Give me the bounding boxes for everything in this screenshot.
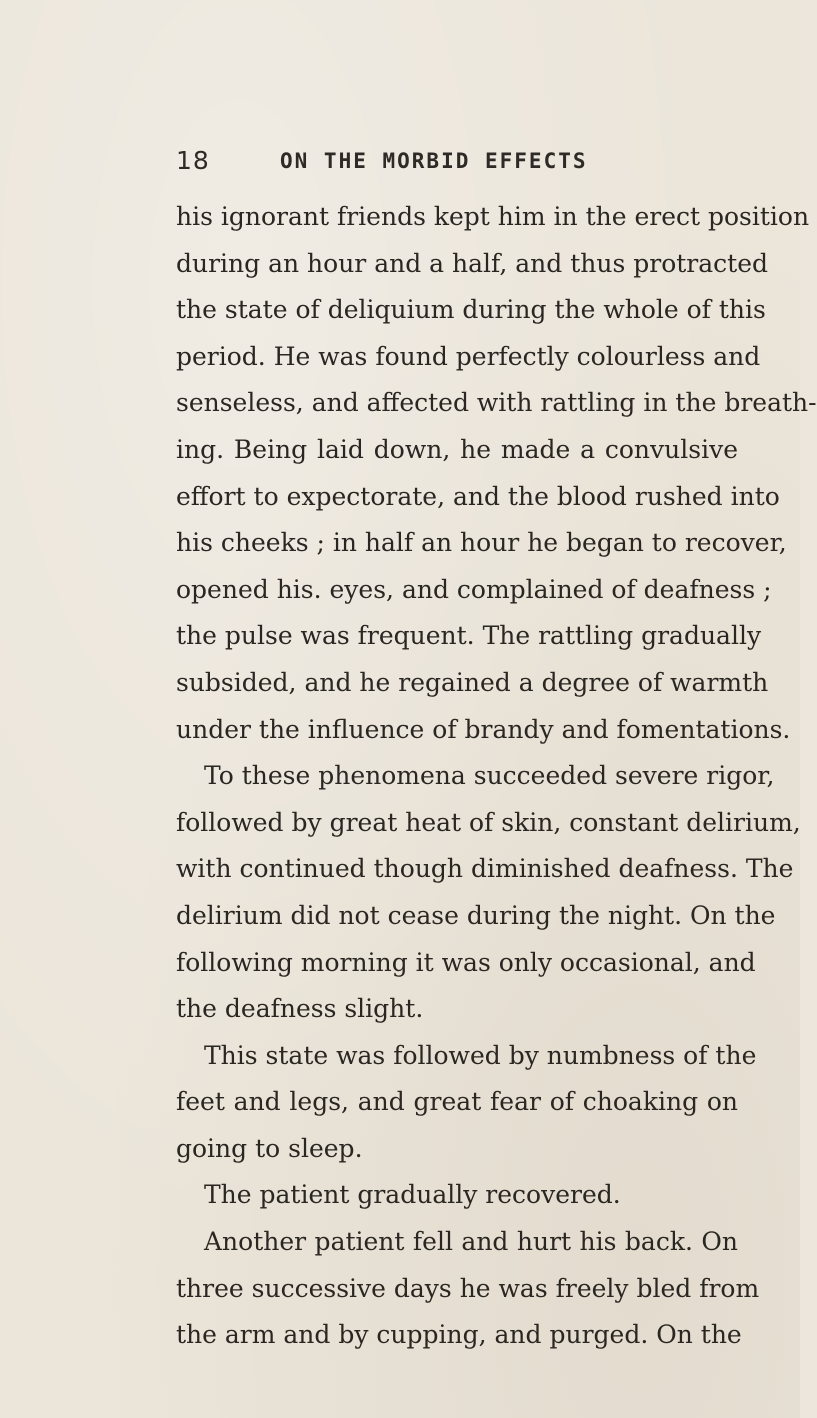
text-line: his ignorant friends kept him in the erect position (176, 202, 810, 231)
text-line: senseless, and affected with rattling in the breath- (176, 388, 817, 418)
running-title: ON THE MORBID EFFECTS (280, 149, 588, 173)
text-line: under the influence of brandy and fomentations. (176, 714, 791, 744)
text-line: delirium did not cease during the night. On the (176, 900, 776, 930)
text-line: the state of deliquium during the whole of this (176, 295, 766, 325)
text-line: The patient gradually recovered. (204, 1180, 621, 1210)
text-line: subsided, and he regained a degree of warmth (176, 667, 769, 697)
text-line: following morning it was only occasional, and (176, 947, 756, 977)
text-line: during an hour and a half, and thus protracted (176, 248, 769, 278)
text-line: effort to expectorate, and the blood rushed into (176, 481, 780, 511)
text-line: the deafness slight. (176, 994, 424, 1024)
text-line: three successive days he was freely bled from (176, 1273, 760, 1303)
text-line: feet and legs, and great fear of choaking on (176, 1087, 738, 1117)
page-number: 18 (176, 146, 210, 175)
page-header (176, 146, 736, 182)
text-line: the pulse was frequent. The rattling gradually (176, 621, 762, 651)
text-line: followed by great heat of skin, constant delirium, (176, 807, 801, 837)
text-line: opened his. eyes, and complained of deafness ; (176, 574, 772, 604)
text-line: Another patient fell and hurt his back. On (204, 1227, 738, 1257)
text-line: period. He was found perfectly colourless and (176, 341, 761, 371)
text-line: going to sleep. (176, 1133, 363, 1163)
text-line: ing. Being laid down, he made a convulsive (176, 434, 738, 464)
text-line: To these phenomena succeeded severe rigor, (204, 761, 775, 791)
text-line: with continued though diminished deafness. The (176, 854, 794, 884)
text-line: This state was followed by numbness of the (204, 1040, 757, 1070)
text-line: his cheeks ; in half an hour he began to recover, (176, 528, 787, 558)
body-text (176, 194, 817, 1359)
text-line: the arm and by cupping, and purged. On the (176, 1320, 742, 1350)
